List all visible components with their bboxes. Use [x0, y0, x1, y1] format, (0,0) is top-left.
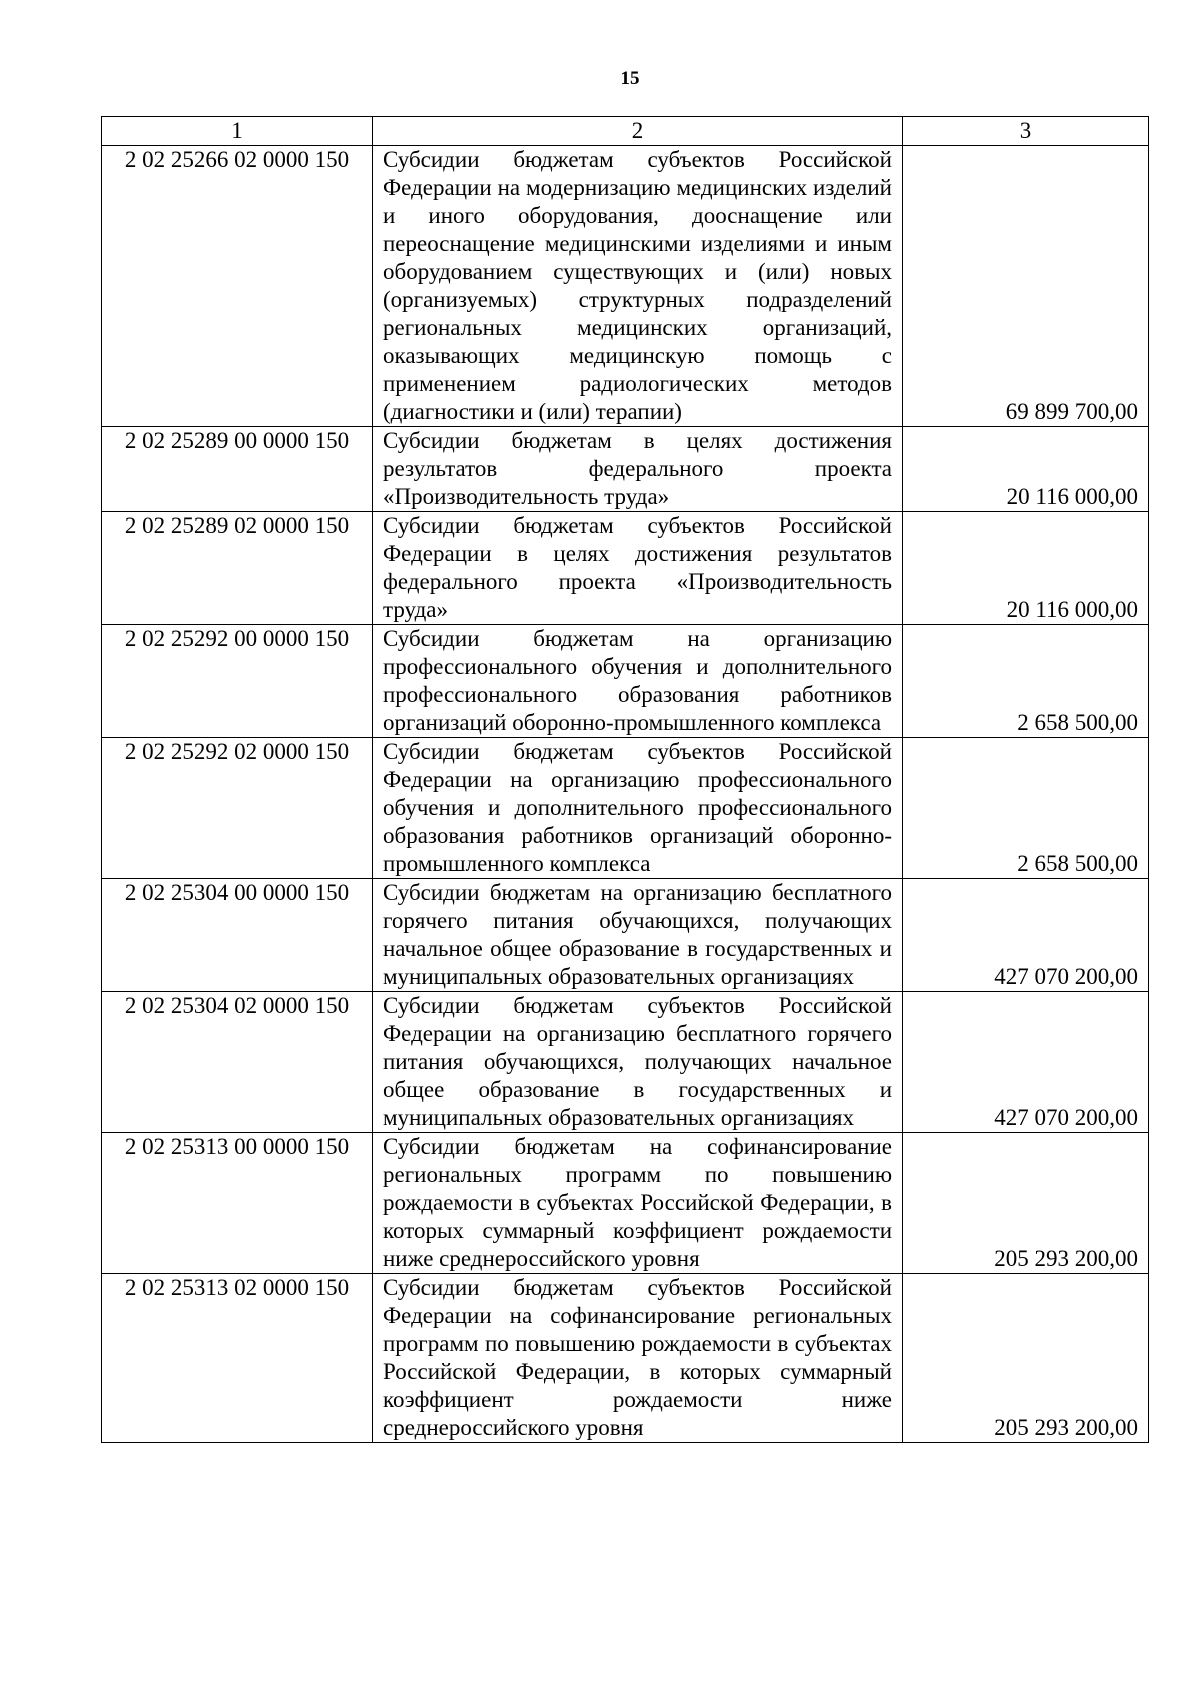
- description-cell: Субсидии бюджетам субъектов Российской Федерации на организацию профессионального обучения и дополнительного профессионального образования работников организаций оборонно-промышленного комплекса: [373, 738, 903, 879]
- column-header-amount: 3: [903, 117, 1149, 146]
- amount-cell: 20 116 000,00: [903, 427, 1149, 512]
- amount-cell: 205 293 200,00: [903, 1274, 1149, 1443]
- budget-code-cell: 2 02 25289 00 0000 150: [102, 427, 373, 512]
- table-row: [102, 146, 1149, 427]
- description-cell: Субсидии бюджетам на организацию бесплатного горячего питания обучающихся, получающих начальное общее образование в государственных и муниципальных образовательных организациях: [373, 879, 903, 992]
- amount-cell: 2 658 500,00: [903, 738, 1149, 879]
- table-row: [102, 992, 1149, 1133]
- table-row: [102, 1133, 1149, 1274]
- page-number: 15: [620, 68, 640, 89]
- description-cell: Субсидии бюджетам субъектов Российской Федерации на модернизацию медицинских изделий и иного оборудования, дооснащение или переоснащение медицинскими изделиями и иным оборудованием существующих и (или) новых (организуемых) структурных подразделений региональных медицинских организаций, оказывающих медицинскую помощь с применением радиологических методов (диагностики и (или) терапии): [373, 146, 903, 427]
- amount-cell: 2 658 500,00: [903, 625, 1149, 738]
- amount-cell: 20 116 000,00: [903, 512, 1149, 625]
- table-row: [102, 1274, 1149, 1443]
- table-body: [102, 146, 1149, 1443]
- budget-code-cell: 2 02 25313 00 0000 150: [102, 1133, 373, 1274]
- budget-code-cell: 2 02 25304 02 0000 150: [102, 992, 373, 1133]
- amount-cell: 205 293 200,00: [903, 1133, 1149, 1274]
- column-header-code: 1: [102, 117, 373, 146]
- amount-cell: 69 899 700,00: [903, 146, 1149, 427]
- budget-code-cell: 2 02 25304 00 0000 150: [102, 879, 373, 992]
- budget-revenue-table: [101, 116, 1149, 1443]
- table-row: [102, 512, 1149, 625]
- description-cell: Субсидии бюджетам субъектов Российской Федерации на организацию бесплатного горячего питания обучающихся, получающих начальное общее образование в государственных и муниципальных образовательных организациях: [373, 992, 903, 1133]
- budget-code-cell: 2 02 25266 02 0000 150: [102, 146, 373, 427]
- table-row: [102, 625, 1149, 738]
- budget-code-cell: 2 02 25289 02 0000 150: [102, 512, 373, 625]
- amount-cell: 427 070 200,00: [903, 879, 1149, 992]
- description-cell: Субсидии бюджетам на организацию профессионального обучения и дополнительного профессионального образования работников организаций оборонно-промышленного комплекса: [373, 625, 903, 738]
- budget-code-cell: 2 02 25292 02 0000 150: [102, 738, 373, 879]
- table-row: [102, 427, 1149, 512]
- amount-cell: 427 070 200,00: [903, 992, 1149, 1133]
- description-cell: Субсидии бюджетам в целях достижения результатов федерального проекта «Производительность труда»: [373, 427, 903, 512]
- column-header-description: 2: [373, 117, 903, 146]
- description-cell: Субсидии бюджетам субъектов Российской Федерации в целях достижения результатов федерального проекта «Производительность труда»: [373, 512, 903, 625]
- table-row: [102, 879, 1149, 992]
- budget-code-cell: 2 02 25292 00 0000 150: [102, 625, 373, 738]
- table-header-row: [102, 117, 1149, 146]
- budget-code-cell: 2 02 25313 02 0000 150: [102, 1274, 373, 1443]
- description-cell: Субсидии бюджетам на софинансирование региональных программ по повышению рождаемости в субъектах Российской Федерации, в которых суммарный коэффициент рождаемости ниже среднероссийского уровня: [373, 1133, 903, 1274]
- table-row: [102, 738, 1149, 879]
- description-cell: Субсидии бюджетам субъектов Российской Федерации на софинансирование региональных программ по повышению рождаемости в субъектах Российской Федерации, в которых суммарный коэффициент рождаемости ниже среднероссийского уровня: [373, 1274, 903, 1443]
